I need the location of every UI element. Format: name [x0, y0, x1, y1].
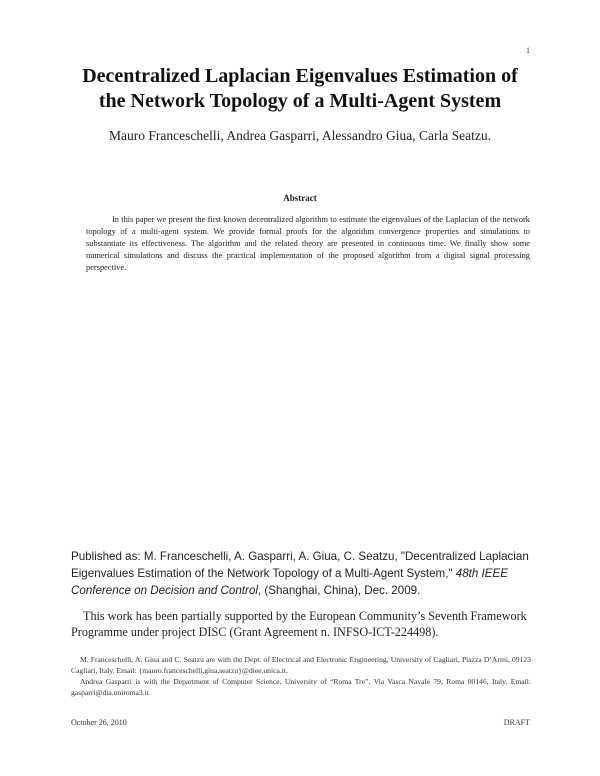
page-number: 1: [526, 46, 530, 55]
footer-draft-label: DRAFT: [503, 718, 530, 727]
title-line-1: Decentralized Laplacian Eigenvalues Estimation of: [82, 65, 518, 87]
publication-prefix: Published as: M. Franceschelli, A. Gasparri, A. Giua, C. Seatzu, "Decentralized Laplacian Eigenvalues Estimation of the Network Topology of a Multi-Agent System,": [71, 550, 529, 580]
footnote: M. Franceschelli, A. Giua and C. Seatzu are with the Dept. of Electrical and Electronic Engineering, University of Cagliari, Piazza D’Armi, 09123 Cagliari, Italy. Email: {mauro.franceschelli,giua,seatzu}@diee.unica.it.: [71, 655, 531, 675]
affiliation-footnotes: [71, 654, 531, 698]
funding-note: [71, 608, 531, 640]
title-line-2: the Network Topology of a Multi-Agent System: [98, 90, 502, 112]
footnote: Andrea Gasparri is with the Department of Computer Science, University of “Roma Tre”, Via Vasca Navale 79, Roma 00146, Italy. Email: gasparri@dia.uniroma3.it.: [71, 677, 531, 697]
author-list: Mauro Franceschelli, Andrea Gasparri, Alessandro Giua, Carla Seatzu.: [108, 128, 491, 143]
publication-venue: 48th IEEE Conference on Decision and Control: [71, 567, 508, 597]
publication-note: [71, 548, 531, 599]
paper-title: [40, 64, 560, 114]
publication-suffix: , (Shanghai, China), Dec. 2009.: [257, 584, 421, 597]
footer-date: October 26, 2010: [71, 718, 127, 727]
funding-text: This work has been partially supported by the European Community’s Seventh Framework Programme under project DISC (Grant Agreement n. INFSO-ICT-224498).: [71, 609, 527, 639]
abstract-heading: Abstract: [283, 193, 317, 203]
abstract-body: In this paper we present the first known decentralized algorithm to estimate the eigenvalues of the Laplacian of the network topology of a multi-agent system. We provide formal proofs for the algorithm convergence properties and simulations to substantiate its effectiveness. The algorithm and the related theory are presented in continuous time. We finally show some numerical simulations and discuss the practical implementation of the proposed algorithm from a digital signal processing perspective.: [86, 215, 530, 272]
